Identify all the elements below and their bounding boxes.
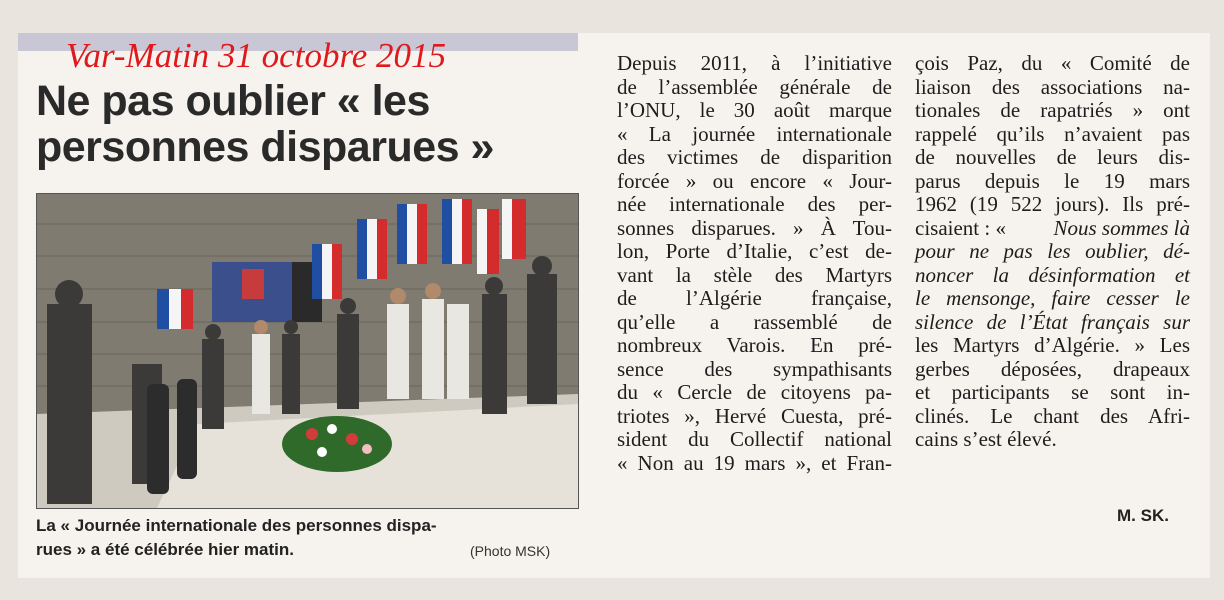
photo-credit: (Photo MSK) <box>470 543 551 559</box>
source-date-line: Var-Matin 31 octobre 2015 <box>66 36 447 75</box>
column1-line: l’ONU, le 30 août marque <box>617 98 892 122</box>
column2-line: le mensonge, faire cesser le <box>915 286 1190 310</box>
column2-line: cains s’est élevé. <box>915 427 1057 451</box>
column2-line: rappelé qu’ils n’avaient pas <box>915 121 1190 146</box>
column1-line: de l’Algérie française, <box>617 286 892 310</box>
column1-line: sonnes disparues. » À Tou- <box>617 215 892 240</box>
column1-line: Depuis 2011, à l’initiative <box>617 51 892 75</box>
headline-line-2: personnes disparues » <box>36 123 494 171</box>
caption-line-2: rues » a été célébrée hier matin. <box>36 540 294 559</box>
column2-line: silence de l’État français sur <box>915 309 1190 334</box>
column1-line: vant la stèle des Martyrs <box>617 262 892 287</box>
column2-line: 1962 (19 522 jours). Ils pré- <box>915 192 1190 216</box>
column2-line: parus depuis le 19 mars <box>915 168 1190 193</box>
article-headline <box>36 78 596 170</box>
column1-line: née internationale des per- <box>617 192 892 216</box>
headline-line-1: Ne pas oublier « les <box>36 77 430 125</box>
column2-quote-start-line <box>915 217 1190 241</box>
column1-line: « La journée internationale <box>617 121 892 146</box>
column2-line: noncer la désinformation et <box>915 262 1190 287</box>
caption-line-1: La « Journée internationale des personnes dispa- <box>36 516 437 535</box>
column2-line: cisaient : « <box>915 215 1006 240</box>
column1-line: « Non au 19 mars », et Fran- <box>617 450 892 475</box>
column2-line: clinés. Le chant des Afri- <box>915 403 1190 428</box>
column1-line: qu’elle a rassemblé de <box>617 309 892 334</box>
column1-line: de l’assemblée générale de <box>617 74 892 99</box>
column1-line: forcée » ou encore « Jour- <box>617 168 892 193</box>
article-column-1 <box>617 52 892 475</box>
column1-line: triotes », Hervé Cuesta, pré- <box>617 403 892 428</box>
column2-line: liaison des associations na- <box>915 74 1190 99</box>
column2-line: et participants se sont in- <box>915 380 1190 404</box>
column2-line: de nouvelles de leurs dis- <box>915 145 1190 169</box>
column1-line: sident du Collectif national <box>617 427 892 451</box>
column2-line: gerbes déposées, drapeaux <box>915 356 1190 381</box>
column1-line: des victimes de disparition <box>617 145 892 169</box>
column1-line: nombreux Varois. En pré- <box>617 333 892 357</box>
article-column-2 <box>915 52 1190 452</box>
article-photo <box>36 193 579 509</box>
column2-line: pour ne pas les oublier, dé- <box>915 239 1190 263</box>
column2-line: çois Paz, du « Comité de <box>915 51 1190 75</box>
quote-fragment: Nous sommes là <box>1053 215 1190 240</box>
column2-line: les Martyrs d’Algérie. » Les <box>915 333 1190 357</box>
column1-line: lon, Porte d’Italie, c’est de- <box>617 239 892 263</box>
column1-line: du « Cercle de citoyens pa- <box>617 380 892 404</box>
column1-line: sence des sympathisants <box>617 356 892 381</box>
author-signature: M. SK. <box>1117 506 1169 525</box>
column2-line: tionales de rapatriés » ont <box>915 98 1190 122</box>
